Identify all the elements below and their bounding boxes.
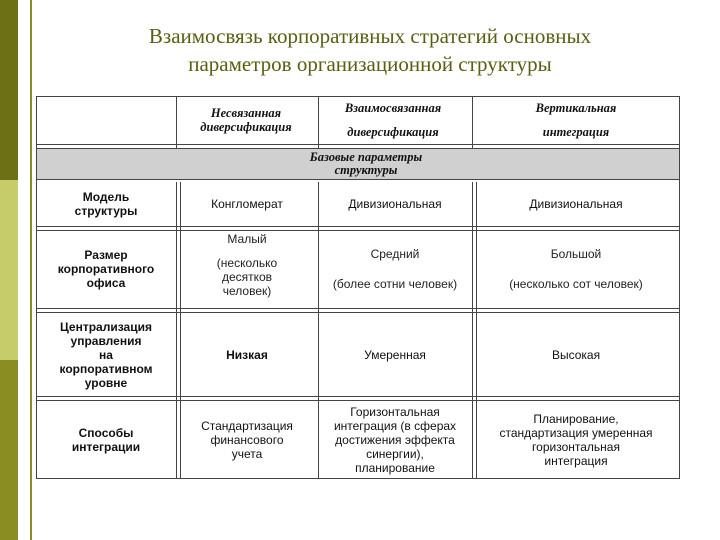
table-cell [472,182,680,226]
cell-text: Низкая [226,348,268,362]
cell-text: (несколько сот человек) [509,277,643,291]
row-label-text: Размер [84,248,128,262]
table-divider [36,400,680,401]
row-label-text: офиса [86,276,126,290]
decorative-side-bar [0,0,18,540]
header-text: Взаимосвязанная [344,101,442,115]
cell-text: человек) [222,284,272,298]
cell-text: Стандартизация [201,418,293,433]
cell-text: Планирование, [533,411,619,426]
cell-text: достижения эффекта [335,432,455,447]
slide-title-line-2: параметров организационной структуры [188,52,552,76]
row-label-text: управления [70,334,142,348]
cell-text: Дивизиональная [529,197,623,211]
table-divider [36,144,680,145]
table-cell [318,400,472,479]
table-cell [472,400,680,479]
decorative-side-line [30,0,32,540]
table-cell [472,230,680,308]
cell-text: интеграция [544,453,608,468]
table-cell [472,312,680,398]
cell-text: учета [231,446,263,461]
row-label-text: на [99,348,113,362]
table-border-left [36,96,37,479]
table-column-divider [176,182,177,479]
table-row [36,182,680,226]
cell-text: планирование [355,460,435,475]
table-cell [318,182,472,226]
row-label-model [36,182,176,226]
header-text: Вертикальная [535,101,617,115]
row-label-text: Модель [82,190,130,204]
cell-text: Дивизиональная [348,197,442,211]
slide-title-line-1: Взаимосвязь корпоративных стратегий основных [148,24,592,48]
header-text: Несвязанная [210,106,282,120]
header-unrelated-diversification [176,96,316,144]
cell-text: Конгломерат [211,197,283,211]
cell-text: интеграция (в сферах [333,418,457,433]
table-row [36,312,680,398]
row-label-text: структуры [74,204,138,218]
table-divider [36,396,680,397]
cell-text: Умеренная [364,348,426,362]
table-divider [36,312,680,313]
cell-text: Высокая [551,348,601,362]
cell-text: Средний [370,247,420,261]
table-column-divider [176,96,177,148]
table-row [36,230,680,308]
band-title [216,151,516,177]
table-cell [176,312,318,398]
band-title-line: структуры [334,163,398,177]
band-title-line: Базовые параметры [309,150,423,164]
table-header-row [36,96,680,144]
cell-text: Большой [550,247,602,261]
cell-text: финансового [210,432,284,447]
row-label-text: корпоративном [59,362,153,376]
table-divider [36,226,680,227]
strategy-structure-table [36,96,680,479]
table-border-top [36,96,680,97]
table-column-divider [472,96,473,148]
row-label-text: Способы [78,425,134,440]
table-band-row [36,148,680,180]
row-label-text: корпоративного [57,262,155,276]
table-column-divider [180,182,181,479]
header-vertical-integration [472,96,680,144]
header-text: диверсификация [347,125,439,139]
header-text: диверсификация [200,120,292,134]
slide-title [60,22,680,78]
side-bar-segment-dark [0,0,18,180]
cell-text: (более сотни человек) [332,277,458,291]
cell-text: горизонтальная [532,439,620,454]
table-cell [176,230,318,308]
row-label-text: Централизация [60,320,152,334]
table-divider [36,308,680,309]
cell-text: (несколько [216,256,278,270]
row-label-text: интеграции [71,439,141,454]
row-label-centralization [36,312,176,398]
side-bar-segment-olive [0,360,18,540]
table-cell [176,400,318,479]
table-column-divider [476,182,477,479]
side-bar-segment-light [0,180,18,360]
header-related-diversification [318,96,468,144]
table-border-bottom [36,478,680,479]
row-label-integration-methods [36,400,176,479]
table-cell [176,182,318,226]
cell-text: Горизонтальная [350,404,440,419]
table-border-right [679,96,680,479]
cell-text: десятков [221,270,273,284]
table-column-divider [318,96,319,148]
table-cell [318,312,472,398]
table-column-divider [318,182,319,479]
table-cell [318,230,472,308]
cell-text: синергии), [366,446,424,461]
table-divider [36,230,680,231]
cell-text: стандартизация умеренная [499,425,653,440]
header-text: интеграция [542,125,610,139]
row-label-office-size [36,230,176,308]
cell-text: Малый [227,232,267,246]
row-label-text: уровне [84,376,128,390]
table-column-divider [472,182,473,479]
table-row [36,400,680,479]
